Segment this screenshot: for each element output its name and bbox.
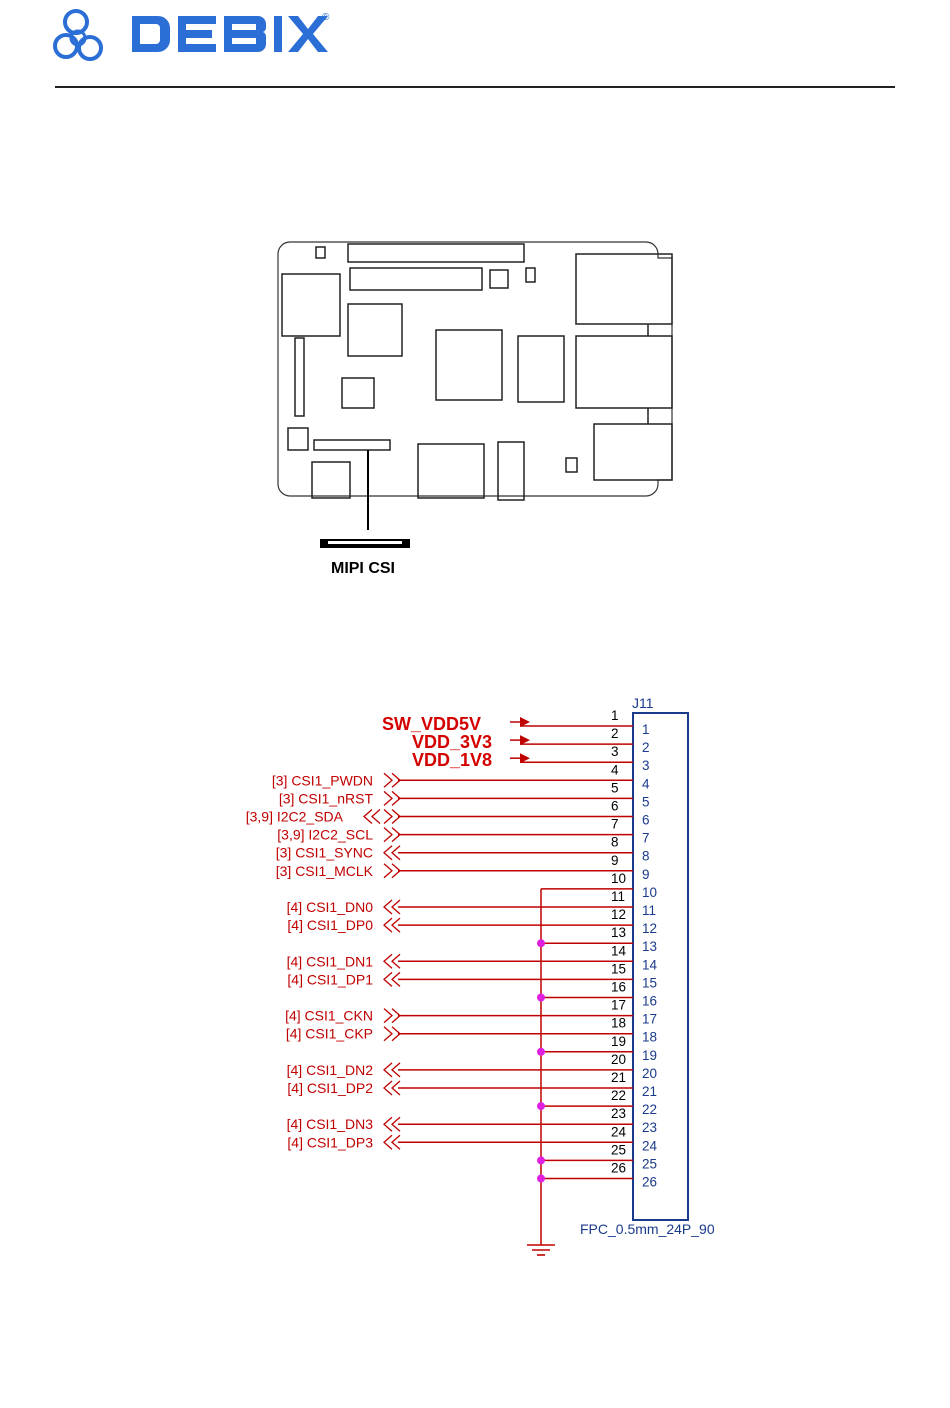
connector-ref: J11: [632, 695, 654, 711]
signal-port-arrow: [384, 1117, 400, 1131]
signal-label-CSI1_DP3: [4] CSI1_DP3: [287, 1134, 373, 1151]
signal-port-arrow: [384, 900, 400, 914]
pin-number-23: 23: [611, 1106, 627, 1122]
signal-label-CSI1_DN1: [4] CSI1_DN1: [286, 953, 373, 970]
pin-number-5: 5: [611, 780, 619, 796]
signal-label-CSI1_DP0: [4] CSI1_DP0: [287, 917, 373, 934]
mipi-csi-label: MIPI CSI: [330, 560, 396, 577]
side-connector: [498, 442, 524, 500]
pin-label-9: 9: [642, 866, 650, 882]
pin-label-10: 10: [642, 884, 658, 900]
pin-number-11: 11: [611, 889, 626, 904]
usb-port-1: [576, 254, 672, 324]
pin-number-6: 6: [611, 798, 619, 814]
signal-label-CSI1_SYNC: [3] CSI1_SYNC: [275, 844, 373, 861]
debix-logo-letters: [132, 16, 328, 52]
pin-label-13: 13: [642, 939, 658, 955]
signal-label-CSI1_DN2: [4] CSI1_DN2: [286, 1061, 373, 1078]
signal-label-CSI1_nRST: [3] CSI1_nRST: [278, 790, 373, 807]
small-button: [288, 428, 308, 450]
pin-label-20: 20: [642, 1065, 658, 1081]
signal-port-arrow: [364, 810, 400, 824]
pin-label-24: 24: [642, 1138, 658, 1154]
pin-label-3: 3: [642, 758, 650, 774]
pin-label-11: 11: [642, 903, 657, 918]
pin-label-8: 8: [642, 848, 650, 864]
mounting-hole: [316, 247, 325, 258]
gpio-header: [350, 268, 482, 290]
pmic-chip: [348, 304, 402, 356]
pin-label-16: 16: [642, 993, 658, 1009]
pin-label-15: 15: [642, 975, 658, 991]
power-net-SW_VDD5V: SW_VDD5V: [382, 714, 482, 734]
ethernet-port: [594, 424, 672, 480]
pin-number-13: 13: [611, 925, 627, 941]
debix-logo-icon: [55, 11, 101, 59]
signal-port-arrow: [384, 1009, 400, 1023]
usb-port-2: [576, 336, 672, 408]
pin-number-25: 25: [611, 1142, 627, 1158]
pin-label-23: 23: [642, 1120, 658, 1136]
pin-number-17: 17: [611, 997, 627, 1013]
pin-number-24: 24: [611, 1124, 627, 1140]
pin-label-21: 21: [642, 1084, 658, 1099]
pin-label-6: 6: [642, 812, 650, 828]
small-led-2: [566, 458, 577, 472]
soc-chip: [436, 330, 502, 400]
pin-number-2: 2: [611, 726, 619, 742]
pin-label-5: 5: [642, 794, 650, 810]
usb-c-port: [312, 462, 350, 498]
pin-number-7: 7: [611, 816, 619, 832]
pin-number-12: 12: [611, 907, 627, 923]
pin-number-16: 16: [611, 979, 627, 995]
signal-port-arrow: [384, 1081, 400, 1095]
ground-junction: [537, 1102, 545, 1110]
pin-number-9: 9: [611, 852, 619, 868]
top-header-connector: [348, 244, 524, 262]
signal-label-CSI1_MCLK: [3] CSI1_MCLK: [275, 862, 373, 879]
header-divider: [55, 86, 895, 88]
pin-label-18: 18: [642, 1029, 658, 1045]
small-chip-2: [342, 378, 374, 408]
pin-label-4: 4: [642, 776, 650, 792]
pin-number-18: 18: [611, 1015, 627, 1031]
pin-label-19: 19: [642, 1047, 658, 1063]
page-header: [0, 0, 950, 95]
pin-number-22: 22: [611, 1088, 627, 1104]
ground-junction: [537, 1156, 545, 1164]
debix-logo: [52, 2, 332, 74]
signal-label-CSI1_DP1: [4] CSI1_DP1: [287, 971, 373, 988]
small-chip: [490, 270, 508, 288]
signal-port-arrow: [384, 846, 400, 860]
pin-label-1: 1: [642, 722, 650, 737]
pin-label-17: 17: [642, 1011, 658, 1027]
memory-chip: [518, 336, 564, 402]
signal-port-arrow: [384, 918, 400, 932]
signal-label-CSI1_DP2: [4] CSI1_DP2: [287, 1080, 373, 1096]
pin-number-1: 1: [611, 708, 619, 723]
pin-number-10: 10: [611, 870, 627, 886]
signal-port-arrow: [384, 1027, 400, 1041]
mipi-csi-connector: [314, 440, 390, 450]
pin-label-14: 14: [642, 957, 658, 973]
signal-port-arrow: [384, 864, 400, 878]
pin-label-25: 25: [642, 1156, 658, 1172]
hdmi-port: [418, 444, 484, 498]
pin-number-3: 3: [611, 744, 619, 760]
signal-port-arrow: [384, 1063, 400, 1077]
signal-label-CSI1_CKN: [4] CSI1_CKN: [285, 1007, 373, 1024]
signal-label-CSI1_PWDN: [3] CSI1_PWDN: [271, 772, 373, 789]
ground-junction: [537, 994, 545, 1002]
connector-footprint: FPC_0.5mm_24P_90: [580, 1221, 715, 1237]
board-outline-diagram: [0, 230, 950, 590]
left-chip: [282, 274, 340, 336]
power-net-VDD_1V8: VDD_1V8: [412, 750, 493, 771]
left-strip-connector: [295, 338, 304, 416]
power-net-VDD_3V3: VDD_3V3: [412, 732, 493, 753]
signal-label-CSI1_DN3: [4] CSI1_DN3: [286, 1116, 373, 1133]
pin-number-14: 14: [611, 943, 627, 959]
signal-port-arrow: [384, 954, 400, 968]
pin-label-2: 2: [642, 740, 650, 756]
pin-label-22: 22: [642, 1102, 658, 1118]
small-led: [526, 268, 535, 282]
pin-number-19: 19: [611, 1033, 627, 1049]
pin-number-26: 26: [611, 1160, 627, 1176]
pin-number-20: 20: [611, 1051, 627, 1067]
board-outline: [278, 242, 672, 496]
connector-schematic: [0, 690, 950, 1290]
signal-port-arrow: [384, 791, 400, 805]
signal-label-CSI1_CKP: [4] CSI1_CKP: [285, 1025, 373, 1042]
pin-label-26: 26: [642, 1174, 658, 1190]
signal-port-arrow: [384, 773, 400, 787]
signal-label-I2C2_SDA: [3,9] I2C2_SDA: [245, 808, 343, 825]
pin-label-7: 7: [642, 830, 650, 846]
pin-number-21: 21: [611, 1070, 627, 1085]
signal-port-arrow: [384, 828, 400, 842]
registered-mark: ®: [322, 12, 330, 23]
signal-port-arrow: [384, 972, 400, 986]
pin-number-4: 4: [611, 762, 619, 778]
ground-junction: [537, 1048, 545, 1056]
pin-number-15: 15: [611, 961, 627, 977]
ground-junction: [537, 1175, 545, 1183]
signal-port-arrow: [384, 1135, 400, 1149]
signal-label-I2C2_SCL: [3,9] I2C2_SCL: [277, 826, 373, 843]
pin-label-12: 12: [642, 921, 658, 937]
ground-junction: [537, 939, 545, 947]
pin-number-8: 8: [611, 834, 619, 850]
signal-label-CSI1_DN0: [4] CSI1_DN0: [286, 899, 373, 915]
